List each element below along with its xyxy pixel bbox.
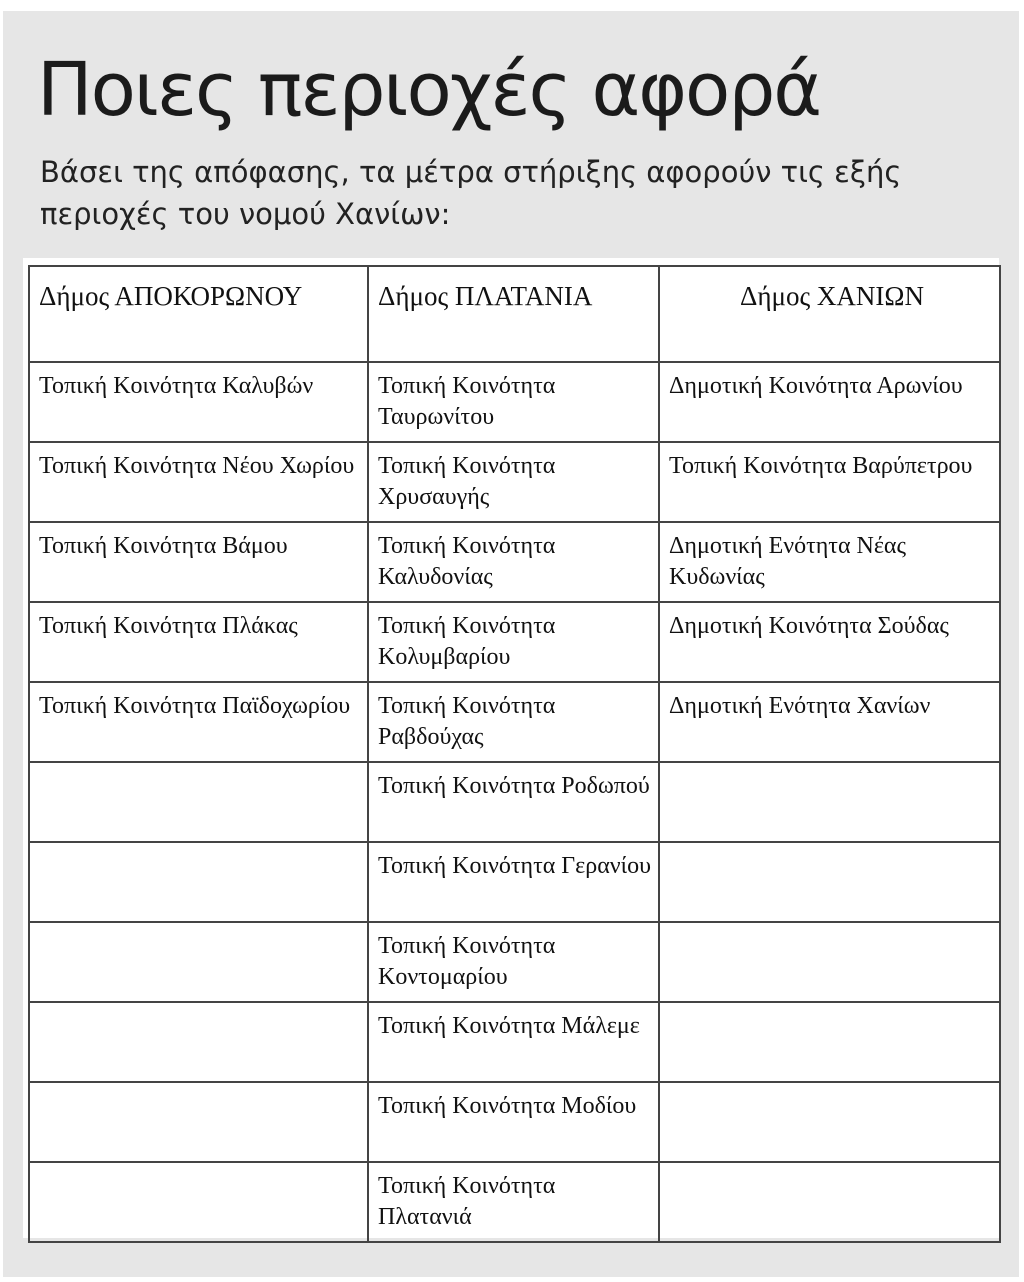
table-cell: Τοπική Κοινότητα Κοντομαρίου [368, 922, 659, 1002]
table-row [29, 842, 1000, 922]
table-cell [659, 762, 1000, 842]
table-cell: Τοπική Κοινότητα Βαρύπετρου [659, 442, 1000, 522]
table-cell: Τοπική Κοινότητα Χρυσαυγής [368, 442, 659, 522]
table-cell: Τοπική Κοινότητα Ταυρωνίτου [368, 362, 659, 442]
table-cell [659, 1082, 1000, 1162]
page-subtitle: Βάσει της απόφασης, τα μέτρα στήριξης αφορούν τις εξής περιοχές του νομού Χανίων: [40, 155, 902, 231]
column-header-apokoronas: Δήμος ΑΠΟΚΟΡΩΝΟΥ [29, 266, 368, 362]
table-cell: Τοπική Κοινότητα Ραβδούχας [368, 682, 659, 762]
table-row [29, 922, 1000, 1002]
table-cell: Δημοτική Κοινότητα Αρωνίου [659, 362, 1000, 442]
table-cell: Τοπική Κοινότητα Ροδωπού [368, 762, 659, 842]
table-cell [659, 1162, 1000, 1242]
table-cell: Δημοτική Ενότητα Χανίων [659, 682, 1000, 762]
table-cell [659, 1002, 1000, 1082]
table-row [29, 442, 1000, 522]
table-row [29, 362, 1000, 442]
table-cell: Τοπική Κοινότητα Παϊδοχωρίου [29, 682, 368, 762]
table-cell: Τοπική Κοινότητα Μοδίου [368, 1082, 659, 1162]
table-cell [29, 1082, 368, 1162]
table-cell: Τοπική Κοινότητα Καλυβών [29, 362, 368, 442]
table-cell: Τοπική Κοινότητα Γερανίου [368, 842, 659, 922]
table-cell [29, 842, 368, 922]
table-cell [29, 762, 368, 842]
table-row [29, 522, 1000, 602]
table-cell: Τοπική Κοινότητα Κολυμβαρίου [368, 602, 659, 682]
column-header-chania: Δήμος ΧΑΝΙΩΝ [659, 266, 1000, 362]
table-cell: Δημοτική Κοινότητα Σούδας [659, 602, 1000, 682]
table-cell [29, 1002, 368, 1082]
table-cell [659, 922, 1000, 1002]
table-row [29, 1002, 1000, 1082]
table-cell: Τοπική Κοινότητα Νέου Χωρίου [29, 442, 368, 522]
table-cell [29, 1162, 368, 1242]
table-row [29, 762, 1000, 842]
regions-table-container [23, 258, 999, 1238]
table-row [29, 1082, 1000, 1162]
regions-table [28, 265, 1001, 1243]
table-cell: Τοπική Κοινότητα Μάλεμε [368, 1002, 659, 1082]
table-header-row [29, 266, 1000, 362]
page-title: Ποιες περιοχές αφορά [37, 47, 821, 133]
table-cell: Τοπική Κοινότητα Πλάκας [29, 602, 368, 682]
column-header-platanias: Δήμος ΠΛΑΤΑΝΙΑ [368, 266, 659, 362]
table-cell: Τοπική Κοινότητα Βάμου [29, 522, 368, 602]
table-row [29, 682, 1000, 762]
table-cell: Τοπική Κοινότητα Πλατανιά [368, 1162, 659, 1242]
table-row [29, 602, 1000, 682]
table-cell [29, 922, 368, 1002]
table-cell [659, 842, 1000, 922]
table-cell: Τοπική Κοινότητα Καλυδονίας [368, 522, 659, 602]
table-row [29, 1162, 1000, 1242]
table-cell: Δημοτική Ενότητα Νέας Κυδωνίας [659, 522, 1000, 602]
